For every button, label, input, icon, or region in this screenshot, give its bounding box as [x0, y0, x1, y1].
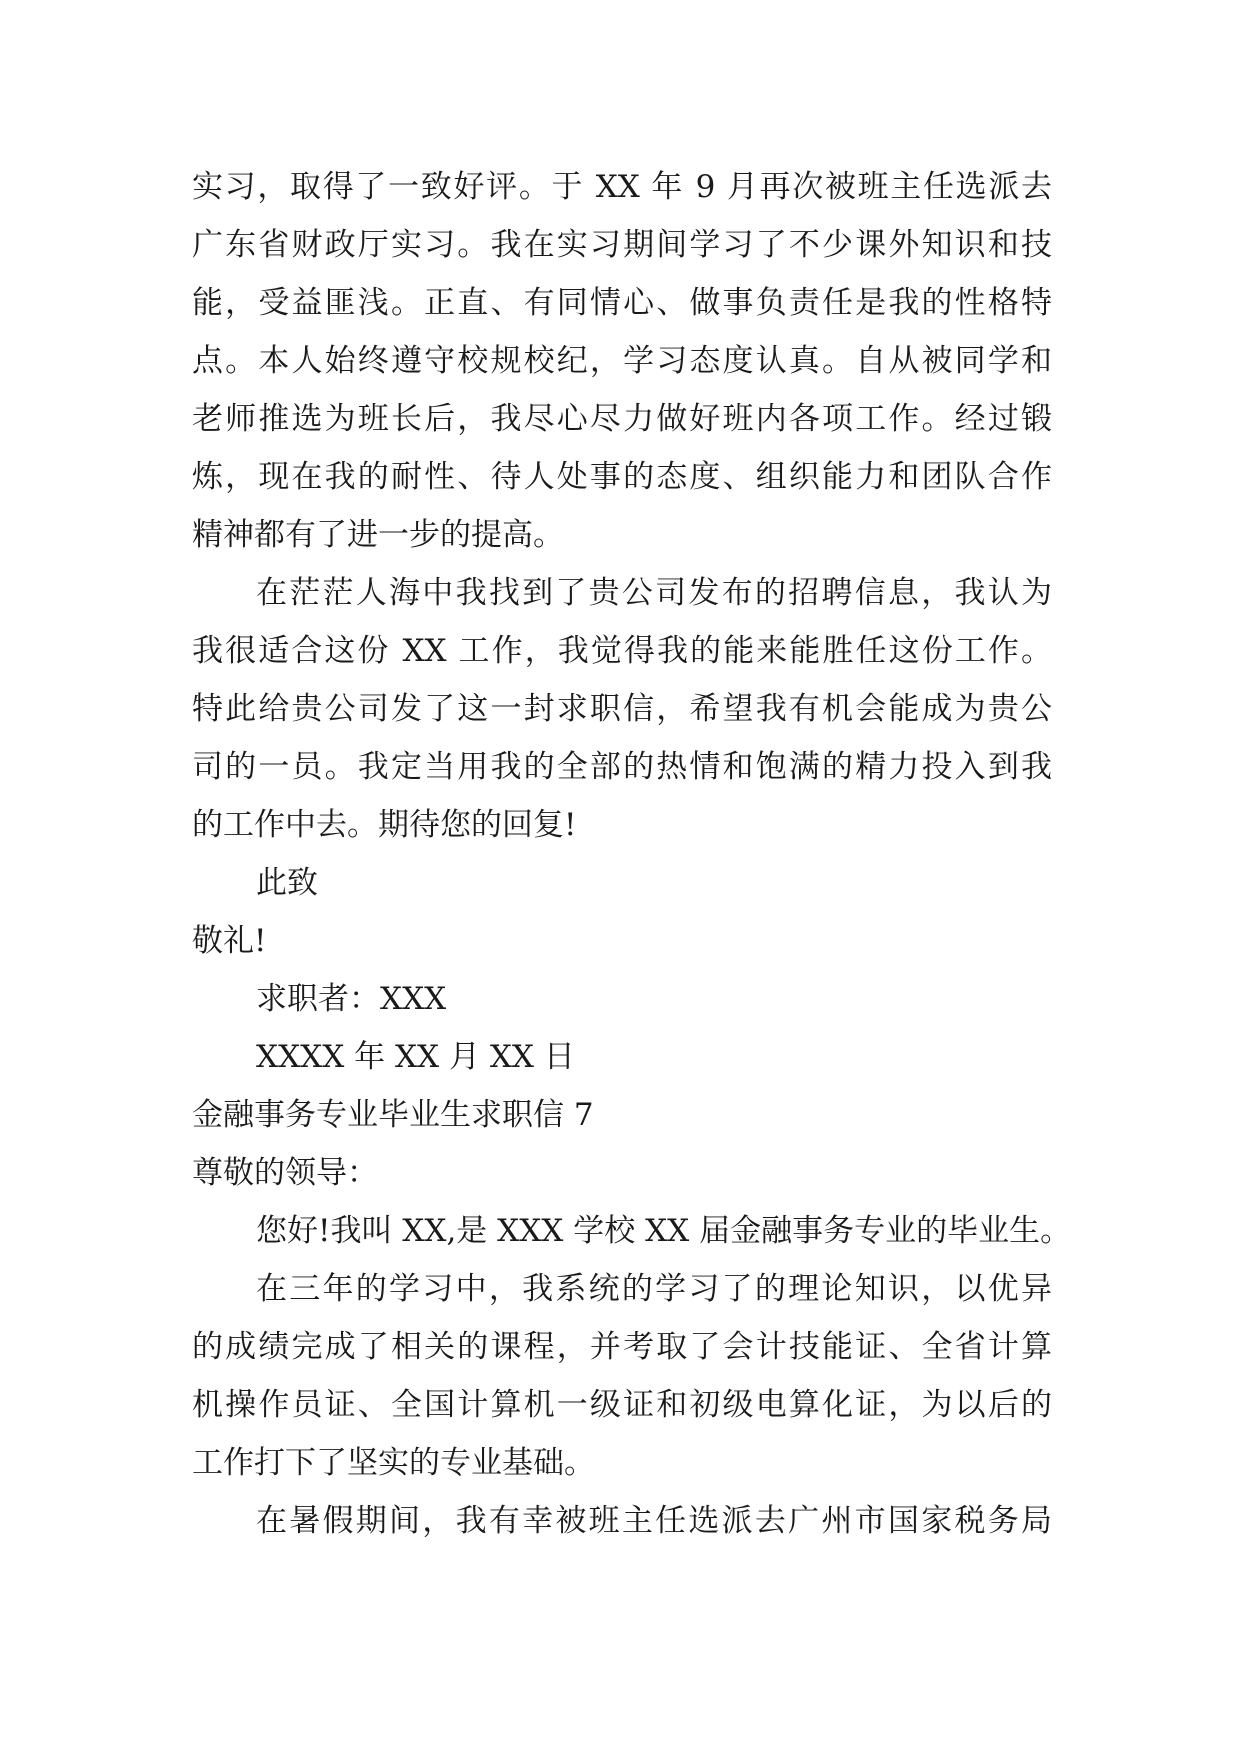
text-line: 我很适合这份 XX 工作，我觉得我的能来能胜任这份工作。 — [192, 633, 1052, 669]
text-line: 工作打下了坚实的专业基础。 — [192, 1445, 595, 1481]
text-line: 的成绩完成了相关的课程，并考取了会计技能证、全省计算 — [192, 1329, 1052, 1365]
text-line: 炼，现在我的耐性、待人处事的态度、组织能力和团队合作 — [192, 459, 1052, 495]
text-line: 能，受益匪浅。正直、有同情心、做事负责任是我的性格特 — [192, 285, 1052, 321]
signature-date: XXXX 年 XX 月 XX 日 — [256, 1039, 575, 1075]
text-line: 特此给贵公司发了这一封求职信，希望我有机会能成为贵公 — [192, 691, 1052, 727]
paragraph-first-line: 在茫茫人海中我找到了贵公司发布的招聘信息，我认为 — [256, 575, 1052, 611]
closing-regards: 敬礼! — [192, 923, 267, 959]
text-line: 精神都有了进一步的提高。 — [192, 517, 564, 553]
paragraph-first-line: 您好!我叫 XX,是 XXX 学校 XX 届金融事务专业的毕业生。 — [256, 1213, 1072, 1249]
text-line: 司的一员。我定当用我的全部的热情和饱满的精力投入到我 — [192, 749, 1052, 785]
document-body — [192, 158, 1072, 1550]
signature-applicant: 求职者：XXX — [256, 981, 447, 1017]
section-title: 金融事务专业毕业生求职信 7 — [192, 1097, 594, 1133]
text-line: 实习，取得了一致好评。于 XX 年 9 月再次被班主任选派去 — [192, 169, 1052, 205]
paragraph-first-line: 在暑假期间，我有幸被班主任选派去广州市国家税务局 — [256, 1503, 1052, 1539]
greeting: 尊敬的领导： — [192, 1155, 378, 1191]
text-line: 点。本人始终遵守校规校纪，学习态度认真。自从被同学和 — [192, 343, 1052, 379]
text-line: 广东省财政厅实习。我在实习期间学习了不少课外知识和技 — [192, 227, 1052, 263]
text-line: 的工作中去。期待您的回复! — [192, 807, 577, 843]
closing-salutation: 此致 — [256, 865, 318, 901]
text-line: 老师推选为班长后，我尽心尽力做好班内各项工作。经过锻 — [192, 401, 1052, 437]
text-line: 机操作员证、全国计算机一级证和初级电算化证，为以后的 — [192, 1387, 1052, 1423]
paragraph-first-line: 在三年的学习中，我系统的学习了的理论知识，以优异 — [256, 1271, 1052, 1307]
